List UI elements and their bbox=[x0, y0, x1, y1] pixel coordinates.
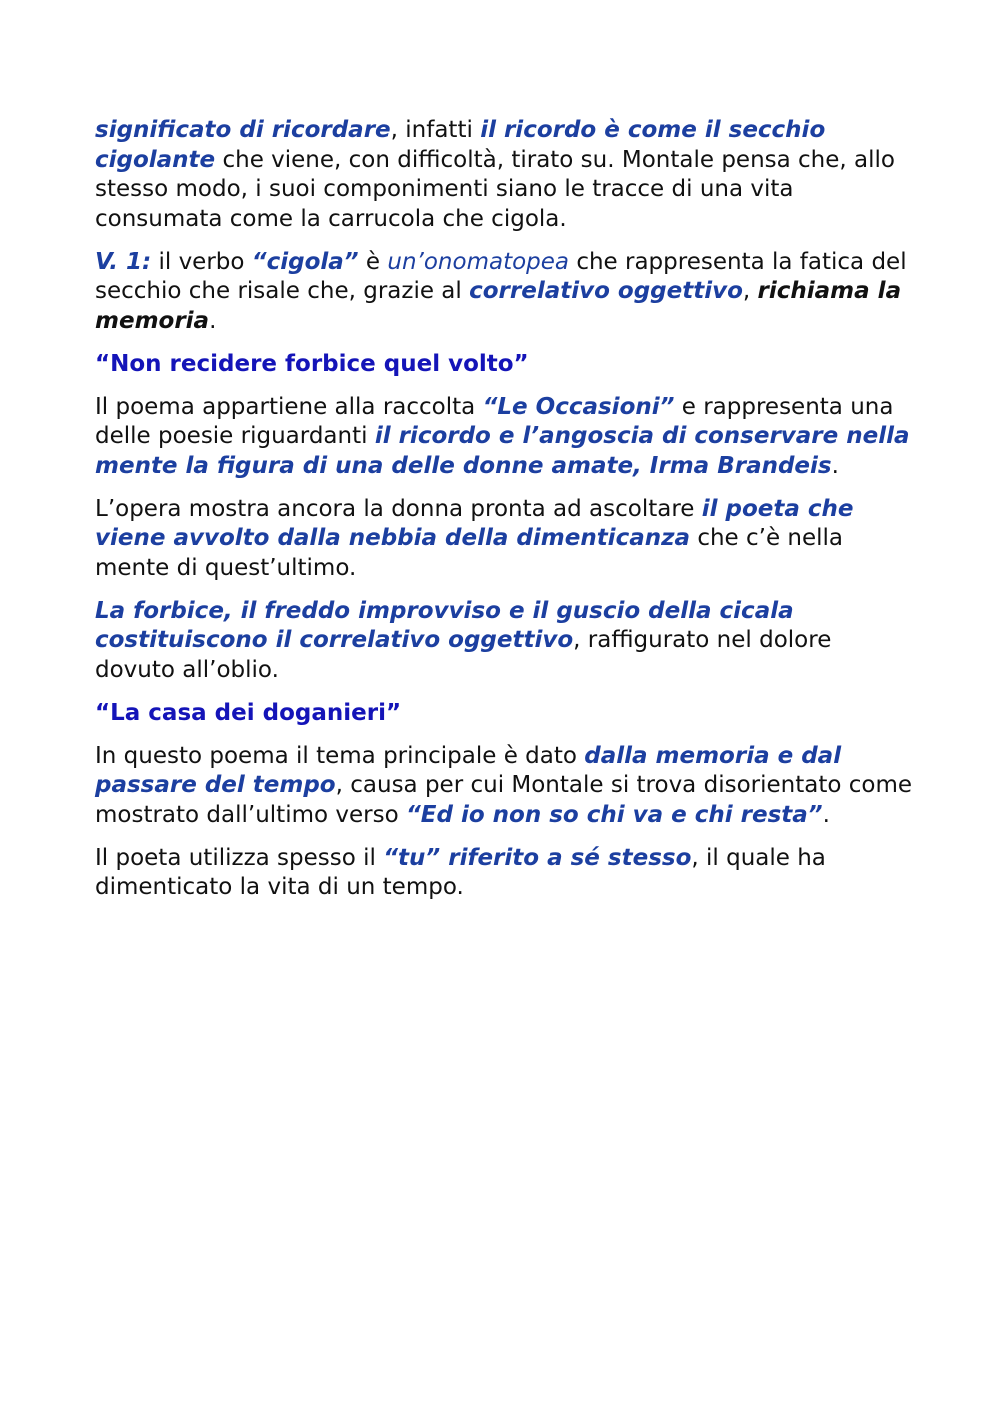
emphasis-italic: un’onomatopea bbox=[387, 248, 570, 275]
emphasis: significato di ricordare bbox=[95, 117, 391, 143]
emphasis: “Ed io non so chi va e chi resta” bbox=[405, 801, 823, 828]
emphasis: “cigola” bbox=[251, 248, 359, 275]
paragraph-opera bbox=[95, 495, 915, 584]
emphasis: il ricordo e l’angoscia di conservare nella mente la figura di una delle donne amate, Irma Brandeis bbox=[95, 423, 910, 479]
emphasis: il poeta che viene avvolto dalla nebbia della dimenticanza bbox=[95, 495, 854, 551]
emphasis: correlativo oggettivo bbox=[469, 278, 743, 304]
text: , bbox=[742, 278, 758, 304]
emphasis: il ricordo è come il secchio cigolante bbox=[95, 117, 826, 173]
text: , il quale ha dimenticato la vita di un tempo. bbox=[95, 844, 826, 900]
text: che c’è nella mente di quest’ultimo. bbox=[95, 525, 844, 581]
text: . bbox=[209, 307, 217, 334]
text: il verbo bbox=[151, 248, 252, 275]
text: Il poema appartiene alla raccolta bbox=[95, 393, 483, 420]
paragraph-occasioni bbox=[95, 393, 915, 482]
verse-label: V. 1: bbox=[95, 248, 152, 275]
text: , causa per cui Montale si trova disorientato come mostrato dall’ultimo verso bbox=[95, 772, 912, 828]
paragraph-forbice bbox=[95, 597, 915, 686]
emphasis: dalla memoria e dal passare del tempo bbox=[95, 742, 842, 798]
emphasis-black: richiama la memoria bbox=[95, 278, 902, 334]
emphasis: La forbice, il freddo improvviso e il guscio della cicala costituiscono il correlativo oggettivo bbox=[95, 597, 794, 653]
text: . bbox=[831, 452, 839, 479]
text: . bbox=[822, 801, 830, 828]
text: che viene, con difficoltà, tirato su. Montale pensa che, allo stesso modo, i suoi componimenti siano le tracce di una vita consumata come la carrucola che cigola. bbox=[95, 146, 895, 232]
text: è bbox=[358, 248, 388, 275]
text: , infatti bbox=[390, 117, 481, 143]
text: , raffigurato nel dolore dovuto all’oblio. bbox=[95, 627, 832, 683]
text: In questo poema il tema principale è dato bbox=[95, 742, 585, 769]
paragraph-ricordo bbox=[95, 116, 915, 234]
paragraph-verso-1 bbox=[95, 248, 915, 337]
document-page bbox=[95, 116, 915, 916]
emphasis: “Le Occasioni” bbox=[482, 393, 675, 420]
section-heading: “La casa dei doganieri” bbox=[95, 699, 402, 726]
text: L’opera mostra ancora la donna pronta ad ascoltare bbox=[95, 495, 702, 522]
text: e rappresenta una delle poesie riguardanti bbox=[95, 393, 894, 449]
text: Il poeta utilizza spesso il bbox=[95, 844, 384, 871]
section-heading: “Non recidere forbice quel volto” bbox=[95, 350, 529, 377]
text: che rappresenta la fatica del secchio che risale che, grazie al bbox=[95, 248, 907, 304]
paragraph-tema bbox=[95, 742, 915, 831]
emphasis: “tu” riferito a sé stesso bbox=[383, 844, 692, 871]
paragraph-tu bbox=[95, 844, 915, 903]
